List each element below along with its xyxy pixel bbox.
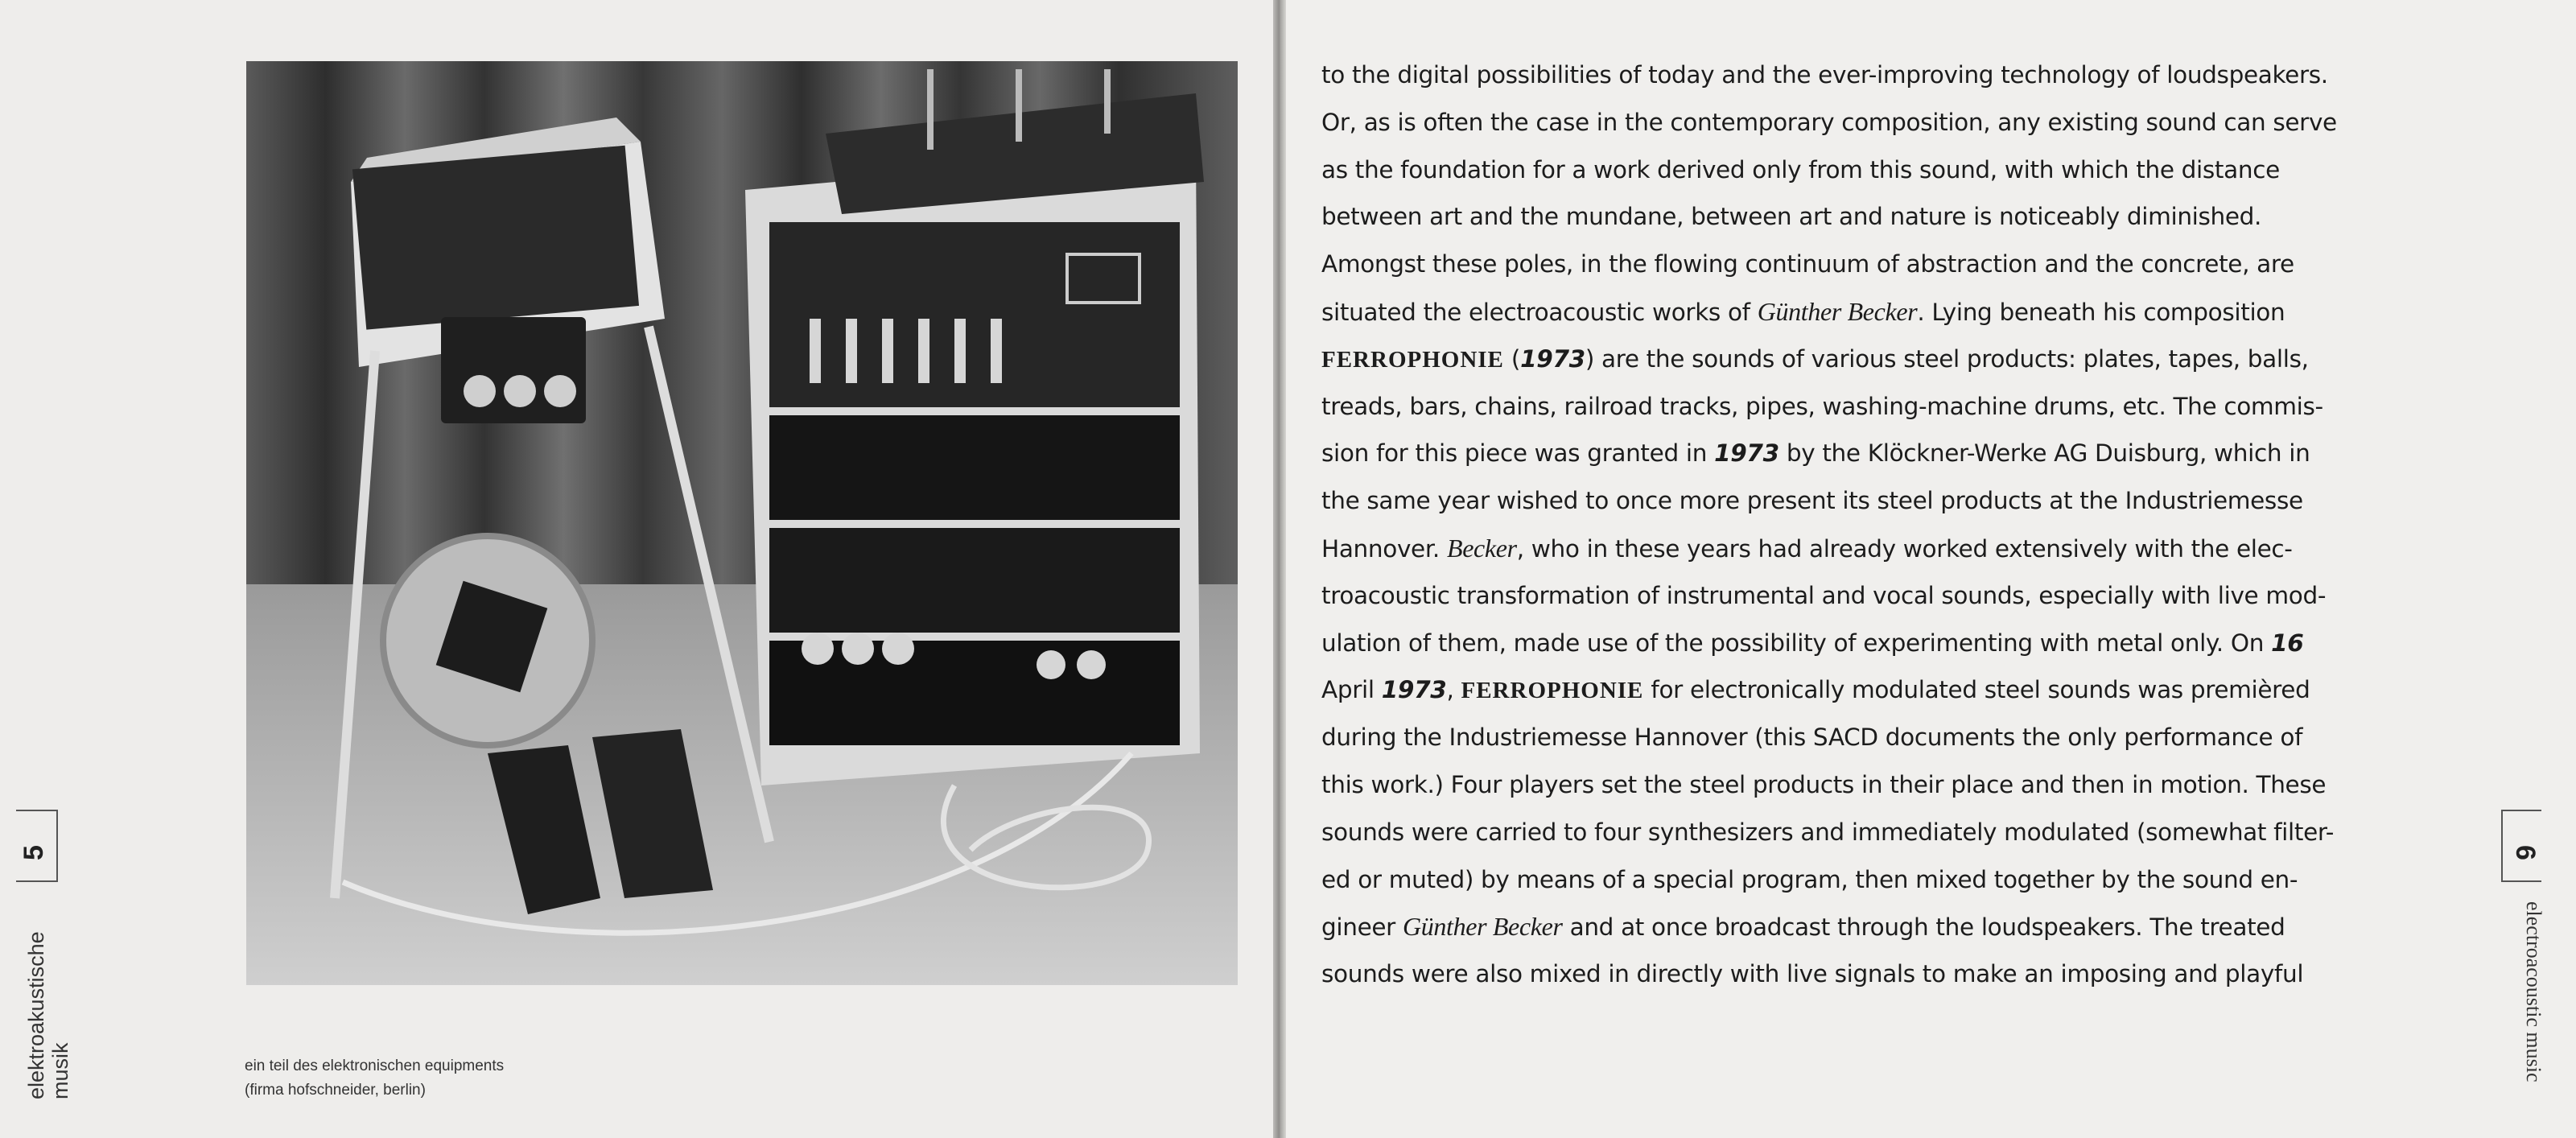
photo-illustration	[246, 61, 1238, 985]
text-run: sounds were carried to four synthesizers and immediately modulated (somewhat filter-	[1321, 818, 2335, 846]
marker-rule	[16, 810, 56, 811]
text-run: situated the electroacoustic works of	[1321, 298, 1758, 326]
text-run: for electronically modulated steel sounds was premièred	[1643, 676, 2310, 704]
text-run: Becker	[1447, 533, 1517, 563]
text-run: . Lying beneath his composition	[1917, 298, 2285, 326]
text-run: April	[1321, 676, 1382, 704]
text-line	[1321, 809, 2335, 856]
text-line	[1321, 477, 2311, 525]
text-line	[1321, 241, 2311, 288]
marker-rule	[2501, 810, 2541, 811]
running-title-line-2: musik	[48, 1042, 72, 1099]
text-run: sion for this piece was granted in	[1321, 439, 1715, 468]
text-line	[1321, 193, 2311, 241]
text-run: (	[1503, 344, 1521, 373]
text-run: ulation of them, made use of the possibility of experimenting with metal only. On	[1321, 629, 2272, 657]
text-run: to the digital possibilities of today and the ever-improving technology of loudspeakers.	[1321, 61, 2328, 89]
running-title-right	[2521, 901, 2545, 1082]
text-run: FERROPHONIE	[1321, 346, 1504, 373]
text-run: ) are the sounds of various steel products: plates, tapes, balls,	[1585, 344, 2309, 373]
text-run: ,	[1446, 676, 1461, 704]
text-run: FERROPHONIE	[1461, 678, 1644, 704]
text-run: and at once broadcast through the loudspeakers. The treated	[1562, 913, 2285, 942]
text-run: 1973	[1381, 676, 1447, 704]
text-line	[1321, 950, 2311, 998]
running-title: electroacoustic music	[2522, 901, 2545, 1082]
text-line	[1321, 856, 2311, 904]
text-run: Günther Becker	[1757, 296, 1918, 326]
marker-rule-vertical	[2501, 810, 2503, 882]
text-run: this work.) Four players set the steel products in their place and then in motion. These	[1321, 770, 2327, 798]
text-run: during the Industriemesse Hannover (this SACD documents the only performance of	[1321, 724, 2303, 752]
page-number-left: 5	[18, 845, 49, 860]
text-run: gineer	[1321, 913, 1403, 942]
running-title-left	[24, 931, 72, 1099]
caption-line-2: (firma hofschneider, berlin)	[245, 1082, 426, 1099]
text-run: troacoustic transformation of instrumental and vocal sounds, especially with live mod-	[1321, 581, 2327, 609]
body-text	[1321, 52, 2337, 998]
left-page	[0, 0, 1273, 1138]
text-run: 1973	[1520, 344, 1585, 373]
running-title-line-1: elektroakustische	[24, 931, 48, 1099]
text-run: as the foundation for a work derived only from this sound, with which the distance	[1321, 155, 2280, 183]
text-line	[1321, 525, 2311, 572]
equipment-photo	[246, 61, 1238, 985]
text-line	[1321, 52, 2328, 99]
text-run: Or, as is often the case in the contemporary composition, any existing sound can serve	[1321, 108, 2337, 136]
text-run: Amongst these poles, in the flowing continuum of abstraction and the concrete, are	[1321, 250, 2294, 278]
caption-line-1: ein teil des elektronischen equipments	[245, 1058, 505, 1074]
text-line	[1321, 666, 2311, 714]
marker-rule-vertical	[56, 810, 58, 882]
book-gutter	[1273, 0, 1286, 1138]
text-line	[1321, 146, 2311, 194]
text-line	[1321, 288, 2311, 336]
text-line	[1321, 761, 2327, 809]
text-run: between art and the mundane, between art and nature is noticeably diminished.	[1321, 203, 2262, 231]
text-line	[1321, 620, 2311, 667]
text-run: Günther Becker	[1402, 912, 1563, 942]
page-number-right: 6	[2509, 845, 2541, 860]
text-run: treads, bars, chains, railroad tracks, pipes, washing-machine drums, etc. The commis-	[1321, 392, 2323, 420]
text-line	[1321, 336, 2311, 383]
text-line	[1321, 903, 2311, 950]
text-line	[1321, 714, 2311, 761]
photo-caption	[245, 1054, 504, 1103]
text-run: 16	[2271, 629, 2304, 657]
text-line	[1321, 99, 2337, 146]
text-run: Hannover.	[1321, 534, 1447, 563]
text-run: the same year wished to once more present its steel products at the Industriemesse	[1321, 487, 2303, 515]
marker-rule-bottom	[16, 880, 56, 882]
text-line	[1321, 572, 2327, 620]
text-run: sounds were also mixed in directly with live signals to make an imposing and playful	[1321, 960, 2304, 988]
text-run: , who in these years had already worked extensively with the elec-	[1516, 534, 2293, 563]
text-run: by the Klöckner-Werke AG Duisburg, which in	[1778, 439, 2310, 468]
text-run: 1973	[1714, 439, 1779, 468]
marker-rule-bottom	[2501, 880, 2541, 882]
text-line	[1321, 383, 2323, 431]
text-run: ed or muted) by means of a special program, then mixed together by the sound en-	[1321, 865, 2298, 893]
text-line	[1321, 430, 2311, 477]
